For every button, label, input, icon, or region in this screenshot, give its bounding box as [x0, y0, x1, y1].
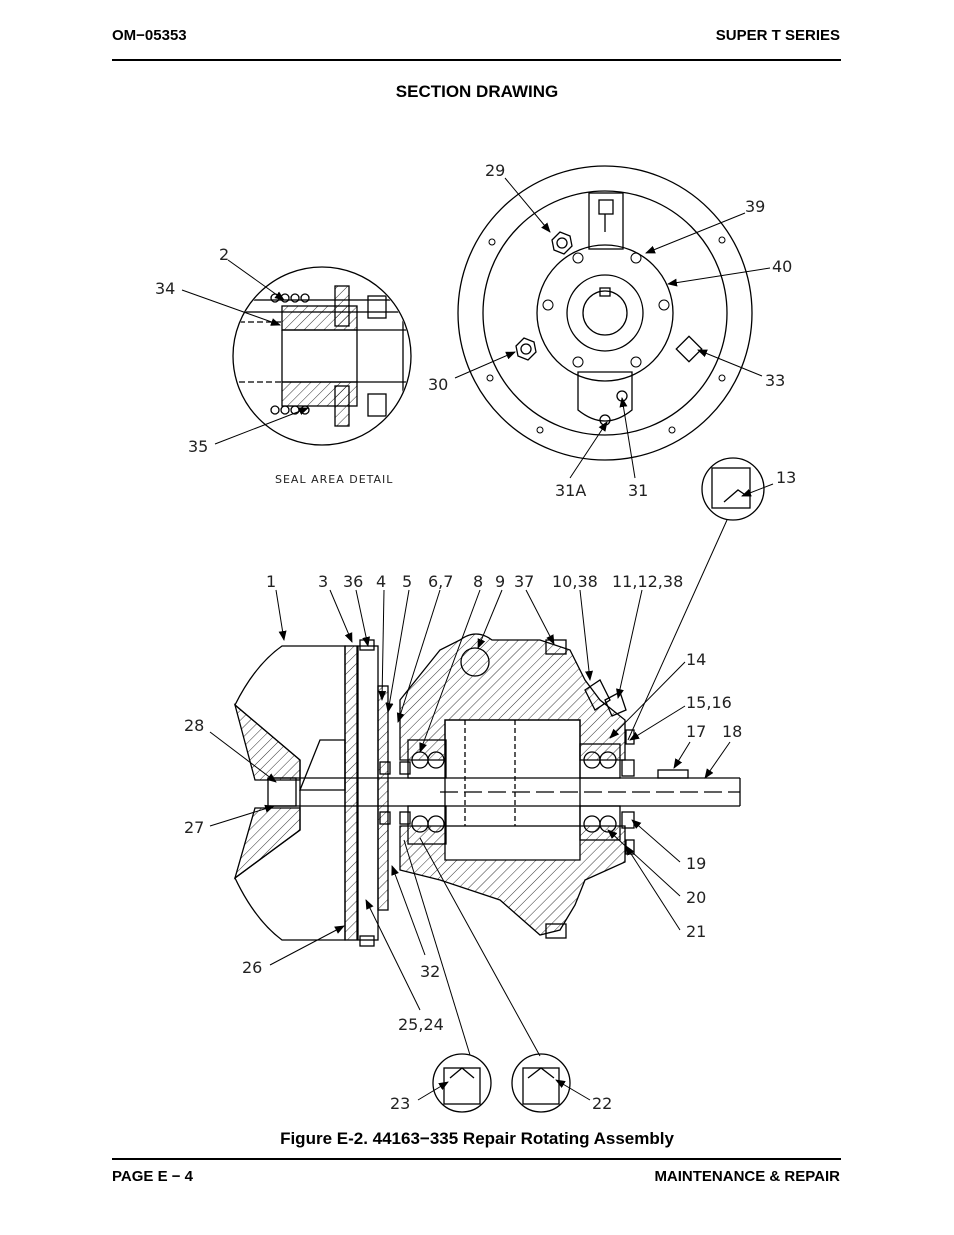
detail-22 — [512, 1054, 612, 1113]
callout-3: 3 — [318, 572, 329, 591]
page-number: PAGE E − 4 — [112, 1168, 194, 1185]
callout-29: 29 — [485, 161, 506, 180]
section-title: SECTION DRAWING — [395, 82, 559, 101]
seal-area-detail — [155, 245, 430, 486]
callout-37: 37 — [514, 572, 535, 591]
callout-31: 31 — [628, 481, 649, 500]
callout-25-24: 25,24 — [398, 1015, 444, 1034]
callout-30: 30 — [428, 375, 449, 394]
callout-9: 9 — [495, 572, 506, 591]
callout-14: 14 — [686, 650, 707, 669]
callout-8: 8 — [473, 572, 484, 591]
callout-28: 28 — [184, 716, 205, 735]
callout-1: 1 — [266, 572, 277, 591]
callout-6-7: 6,7 — [428, 572, 454, 591]
callout-11-12-38: 11,12,38 — [612, 572, 684, 591]
callout-26: 26 — [242, 958, 263, 977]
callout-33: 33 — [765, 371, 786, 390]
callout-21: 21 — [686, 922, 707, 941]
document-number: OM−05353 — [112, 27, 187, 44]
main-section — [184, 572, 742, 1056]
callout-18: 18 — [722, 722, 743, 741]
callout-10-38: 10,38 — [552, 572, 598, 591]
callout-2: 2 — [219, 245, 230, 264]
callout-34: 34 — [155, 279, 176, 298]
footer-section: MAINTENANCE & REPAIR — [654, 1168, 840, 1185]
callout-4: 4 — [376, 572, 387, 591]
callout-20: 20 — [686, 888, 707, 907]
seal-area-detail-label: SEAL AREA DETAIL — [275, 473, 394, 486]
figure-caption: Figure E-2. 44163−335 Repair Rotating Assembly — [280, 1129, 674, 1148]
callout-15-16: 15,16 — [686, 693, 732, 712]
detail-23 — [390, 1054, 491, 1113]
footer-rule — [112, 1158, 841, 1160]
series-name: SUPER T SERIES — [715, 27, 840, 44]
callout-5: 5 — [402, 572, 413, 591]
callout-31a: 31A — [555, 481, 587, 500]
callout-36: 36 — [343, 572, 364, 591]
callout-35: 35 — [188, 437, 209, 456]
callout-22: 22 — [592, 1094, 613, 1113]
callout-27: 27 — [184, 818, 205, 837]
callout-32: 32 — [420, 962, 441, 981]
callout-19: 19 — [686, 854, 707, 873]
callout-40: 40 — [772, 257, 793, 276]
callout-17: 17 — [686, 722, 707, 741]
end-view — [428, 161, 792, 500]
callout-39: 39 — [745, 197, 766, 216]
callout-13: 13 — [776, 468, 797, 487]
callout-23: 23 — [390, 1094, 411, 1113]
